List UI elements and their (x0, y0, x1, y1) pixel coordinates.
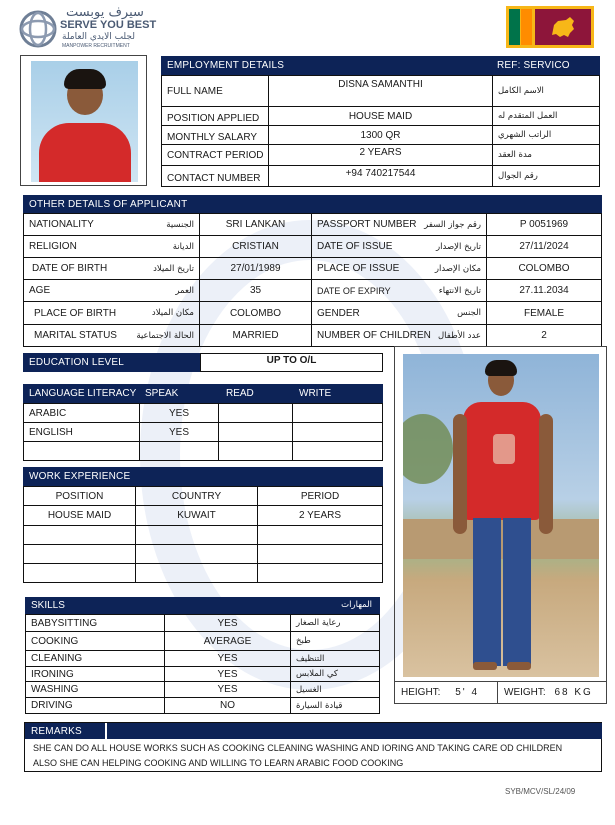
label-age: AGE العمر (23, 279, 200, 302)
language-arabic: ARABIC (23, 403, 140, 423)
work-position: HOUSE MAID (23, 505, 136, 526)
skill-driving: DRIVING (25, 697, 165, 714)
empty-cell (23, 525, 136, 545)
empty-cell (139, 441, 219, 461)
company-name: SERVE YOU BEST (60, 19, 157, 31)
skill-cooking-ar: طبخ (290, 631, 380, 651)
work-header-country: COUNTRY (135, 486, 258, 506)
value-age: 35 (199, 279, 312, 302)
label-religion: RELIGION الديانة (23, 235, 200, 258)
label-contact-number: CONTACT NUMBER (161, 165, 269, 187)
label-nationality: NATIONALITY الجنسية (23, 213, 200, 236)
full-body-photo-frame (394, 346, 607, 704)
label-date-of-expiry: DATE OF EXPIRY تاريخ الانتهاء (311, 279, 487, 302)
work-header-period: PERIOD (257, 486, 383, 506)
value-contract-period: 2 YEARS (268, 144, 493, 166)
language-table (23, 403, 383, 461)
ar-position-applied: العمل المتقدم له (492, 106, 600, 126)
employment-title: EMPLOYMENT DETAILS (167, 60, 285, 71)
ar-contract-period: مدة العقد (492, 144, 600, 166)
remarks-line-2: ALSO SHE CAN HELPING COOKING AND WILLING TO LEARN ARABIC FOOD COOKING (33, 758, 404, 768)
language-header-write: WRITE (299, 388, 332, 399)
label-contract-period: CONTRACT PERIOD (161, 144, 269, 166)
language-header (23, 384, 383, 403)
skill-ironing-ar: كي الملابس (290, 666, 380, 682)
english-speak: YES (139, 422, 219, 442)
ar-full-name: الاسم الكامل (492, 75, 600, 107)
height-value: 5' 4 (455, 687, 480, 698)
other-details-title: OTHER DETAILS OF APPLICANT (29, 198, 188, 210)
skill-babysitting-ar: رعاية الصغار (290, 614, 380, 632)
value-date-of-issue: 27/11/2024 (486, 235, 602, 258)
work-header-position: POSITION (23, 486, 136, 506)
skill-cleaning: CLEANING (25, 650, 165, 667)
other-details-table (23, 213, 602, 347)
value-gender: FEMALE (486, 301, 602, 325)
language-empty-row (23, 441, 140, 461)
education-value: UP TO O/L (200, 353, 383, 372)
value-monthly-salary: 1300 QR (268, 125, 493, 145)
skills-title-arabic: المهارات (341, 600, 372, 610)
skill-washing-value: YES (164, 681, 291, 698)
height-row (395, 681, 498, 703)
language-header-lang: LANGUAGE LITERACY (29, 388, 137, 399)
work-experience-header: WORK EXPERIENCE (23, 467, 383, 486)
arabic-speak: YES (139, 403, 219, 423)
skills-title: SKILLS (31, 600, 65, 611)
value-number-of-children: 2 (486, 324, 602, 347)
value-contact-number: +94 740217544 (268, 165, 493, 187)
skill-ironing-value: YES (164, 666, 291, 682)
label-gender: GENDER الجنس (311, 301, 487, 325)
company-subtitle: MANPOWER RECRUITMENT (62, 43, 130, 49)
value-passport-number: P 0051969 (486, 213, 602, 236)
language-header-speak: SPEAK (145, 388, 179, 399)
empty-cell (292, 441, 383, 461)
skill-cooking: COOKING (25, 631, 165, 651)
language-english: ENGLISH (23, 422, 140, 442)
label-number-of-children: NUMBER OF CHILDREN عدد الأطفال (311, 324, 487, 347)
empty-cell (135, 525, 258, 545)
language-header-read: READ (226, 388, 254, 399)
empty-cell (257, 563, 383, 583)
skills-header (25, 597, 380, 614)
skill-cleaning-value: YES (164, 650, 291, 667)
label-place-of-issue: PLACE OF ISSUE مكان الإصدار (311, 257, 487, 280)
skill-ironing: IRONING (25, 666, 165, 682)
value-date-of-birth: 27/01/1989 (199, 257, 312, 280)
skill-driving-ar: قيادة السيارة (290, 697, 380, 714)
skill-washing: WASHING (25, 681, 165, 698)
height-label: HEIGHT: (401, 687, 441, 698)
label-place-of-birth: PLACE OF BIRTH مكان الميلاد (23, 301, 200, 325)
ar-monthly-salary: الراتب الشهري (492, 125, 600, 145)
label-date-of-birth: DATE OF BIRTH تاريخ الميلاد (23, 257, 200, 280)
arabic-write (292, 403, 383, 423)
english-write (292, 422, 383, 442)
label-position-applied: POSITION APPLIED (161, 106, 269, 126)
value-position-applied: HOUSE MAID (268, 106, 493, 126)
label-monthly-salary: MONTHLY SALARY (161, 125, 269, 145)
full-body-photo (403, 354, 599, 677)
value-full-name: DISNA SAMANTHI (268, 75, 493, 107)
work-country: KUWAIT (135, 505, 258, 526)
employment-details-header (161, 56, 600, 75)
label-date-of-issue: DATE OF ISSUE تاريخ الإصدار (311, 235, 487, 258)
empty-cell (135, 544, 258, 564)
weight-row (498, 681, 606, 703)
label-passport-number: PASSPORT NUMBER رقم جواز السفر (311, 213, 487, 236)
work-experience-table (23, 486, 383, 583)
skill-washing-ar: الغسيل (290, 681, 380, 698)
empty-cell (218, 441, 293, 461)
remarks-line-1: SHE CAN DO ALL HOUSE WORKS SUCH AS COOKING CLEANING WASHING AND IORING AND TAKING CARE OD CHILDREN (33, 743, 563, 753)
arabic-read (218, 403, 293, 423)
company-name-arabic: سيرف يوبست (66, 5, 144, 20)
weight-label: WEIGHT: (504, 687, 546, 698)
english-read (218, 422, 293, 442)
skill-babysitting-value: YES (164, 614, 291, 632)
skill-babysitting: BABYSITTING (25, 614, 165, 632)
education-label: EDUCATION LEVEL (23, 353, 201, 372)
employment-table (161, 75, 600, 187)
value-religion: CRISTIAN (199, 235, 312, 258)
empty-cell (23, 544, 136, 564)
portrait-photo-frame (20, 55, 147, 186)
remarks-section (24, 722, 602, 772)
company-arabic-subtitle: لجلب الايدي العاملة (62, 32, 135, 42)
skill-cleaning-ar: التنظيف (290, 650, 380, 667)
label-full-name: FULL NAME (161, 75, 269, 107)
value-place-of-issue: COLOMBO (486, 257, 602, 280)
weight-value: 68 KG (554, 687, 593, 698)
value-nationality: SRI LANKAN (199, 213, 312, 236)
remarks-header-bar (107, 723, 602, 739)
work-period: 2 YEARS (257, 505, 383, 526)
empty-cell (257, 544, 383, 564)
empty-cell (23, 563, 136, 583)
skills-table (25, 614, 380, 714)
footer-code: SYB/MCV/SL/24/09 (505, 787, 576, 796)
portrait-photo (31, 61, 138, 182)
other-details-header (23, 195, 602, 213)
label-marital-status: MARITAL STATUS الحالة الاجتماعية (23, 324, 200, 347)
value-date-of-expiry: 27.11.2034 (486, 279, 602, 302)
empty-cell (135, 563, 258, 583)
value-marital-status: MARRIED (199, 324, 312, 347)
ar-contact-number: رقم الجوال (492, 165, 600, 187)
skill-cooking-value: AVERAGE (164, 631, 291, 651)
skill-driving-value: NO (164, 697, 291, 714)
remarks-title: REMARKS (25, 723, 105, 739)
company-logo (16, 8, 61, 50)
sri-lanka-flag (506, 6, 594, 48)
value-place-of-birth: COLOMBO (199, 301, 312, 325)
empty-cell (257, 525, 383, 545)
reference: REF: SERVICO (497, 60, 570, 71)
